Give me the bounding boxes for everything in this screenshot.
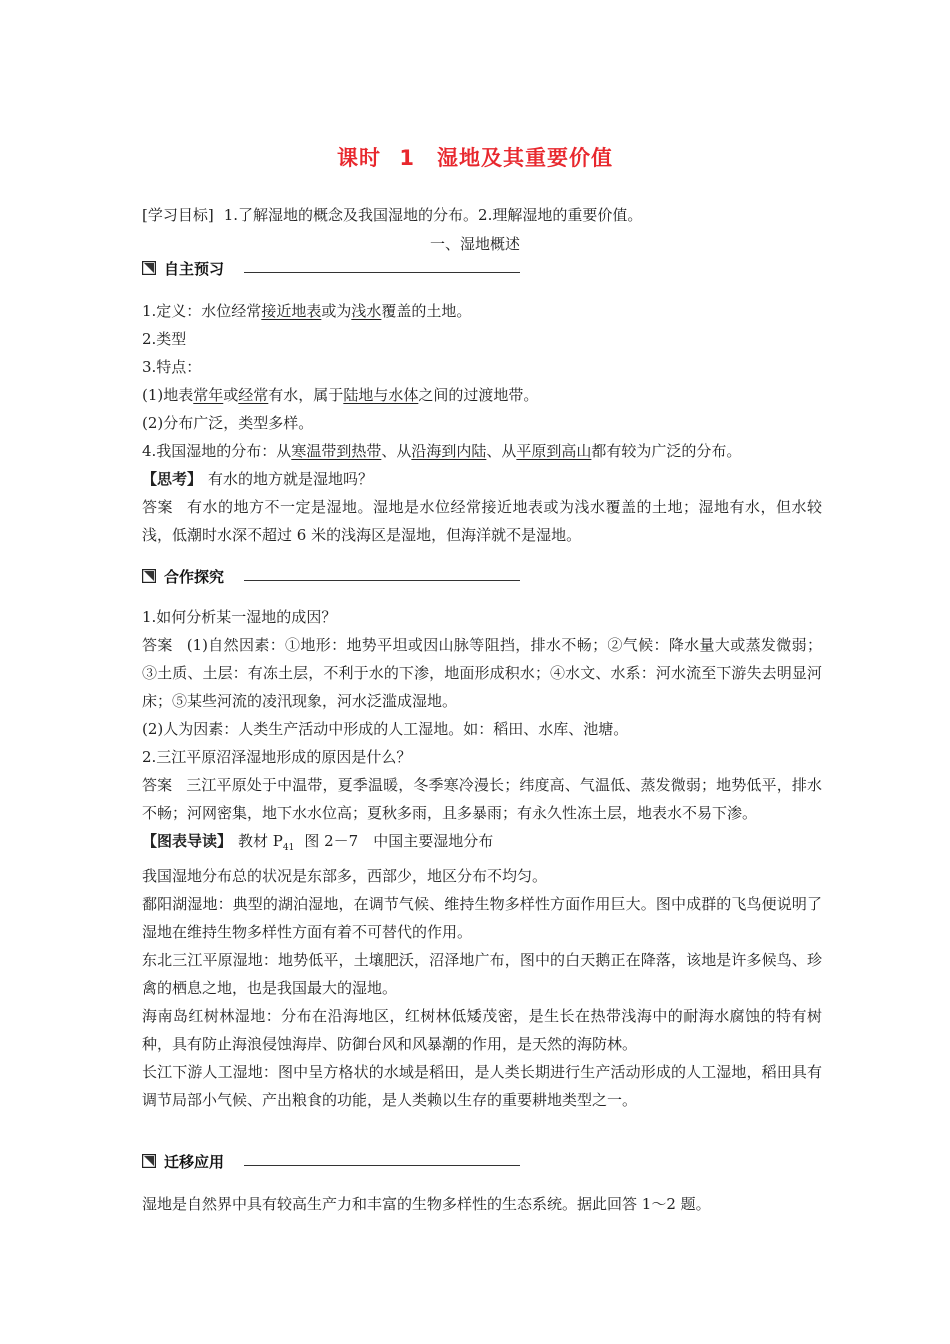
- objectives-text: 1.了解湿地的概念及我国湿地的分布。2.理解湿地的重要价值。: [223, 206, 643, 224]
- blank-answer: 陆地与水体: [343, 386, 419, 404]
- feature-2-line: (2)分布广泛，类型多样。: [142, 414, 314, 432]
- blank-answer: 接近地表: [261, 302, 322, 320]
- square-slash-icon: [142, 569, 156, 583]
- chart-reading-line: 【图表导读】 教材 $P_{41}$ 图 2－7 中国主要湿地分布: [142, 832, 494, 853]
- section-header-preview: [142, 257, 224, 279]
- answer-1-part-1: 答案 (1)自然因素：①地形：地势平坦或因山脉等阻挡，排水不畅；②气候：降水量大或蒸发微弱；③土质、土层：有冻土层，不利于水的下渗，地面形成积水；④水文、水系：河水流至下游失去明显河床；⑤某些河流的凌汛现象，河水泛滥成湿地。: [142, 636, 822, 710]
- explore-content: [142, 603, 822, 1114]
- chart-paragraph-5: 长江下游人工湿地：图中呈方格状的水域是稻田，是人类长期进行生产活动形成的人工湿地，稻田具有调节局部小气候、产出粮食的功能，是人类赖以生存的重要耕地类型之一。: [142, 1063, 822, 1109]
- section-title-apply: 迁移应用: [164, 1152, 225, 1171]
- square-slash-icon: [142, 261, 156, 275]
- question-1: 1.如何分析某一湿地的成因？: [142, 608, 337, 626]
- chart-reading-label: 【图表导读】: [142, 832, 233, 850]
- definition-line: 1.定义：水位经常接近地表或为浅水覆盖的土地。: [142, 302, 472, 320]
- section-title-preview: 自主预习: [164, 259, 225, 278]
- section-title-explore: 合作探究: [164, 567, 225, 586]
- think-question: 【思考】 有水的地方就是湿地吗？: [142, 470, 374, 488]
- chart-paragraph-4: 海南岛红树林湿地：分布在沿海地区，红树林低矮茂密，是生长在热带浅海中的耐海水腐蚀的特有树种，具有防止海浪侵蚀海岸、防御台风和风暴潮的作用，是天然的海防林。: [142, 1007, 822, 1053]
- preview-content: [142, 297, 822, 549]
- types-line: 2.类型: [142, 330, 187, 348]
- think-label: 【思考】: [142, 470, 203, 488]
- blank-answer: 浅水: [351, 302, 382, 320]
- blank-answer: 经常: [238, 386, 269, 404]
- section-divider: [244, 580, 520, 581]
- section-divider: [244, 1165, 520, 1166]
- section-header-apply: [142, 1150, 224, 1172]
- apply-content: [142, 1190, 822, 1218]
- question-2: 2.三江平原沼泽湿地形成的原因是什么？: [142, 748, 412, 766]
- think-answer: 答案 有水的地方不一定是湿地。湿地是水位经常接近地表或为浅水覆盖的土地；湿地有水，但水较浅，低潮时水深不超过 6 米的浅海区是湿地，但海洋就不是湿地。: [142, 498, 822, 544]
- answer-label: 答案: [142, 498, 173, 516]
- section-header-explore: [142, 565, 224, 587]
- chart-paragraph-3: 东北三江平原湿地：地势低平，土壤肥沃，沼泽地广布，图中的白天鹅正在降落，该地是许多候鸟、珍禽的栖息之地，也是我国最大的湿地。: [142, 951, 822, 997]
- answer-label: 答案: [142, 636, 173, 654]
- distribution-line: 4.我国湿地的分布：从寒温带到热带、从沿海到内陆、从平原到高山都有较为广泛的分布。: [142, 442, 742, 460]
- blank-answer: 常年: [193, 386, 224, 404]
- apply-paragraph: 湿地是自然界中具有较高生产力和丰富的生物多样性的生态系统。据此回答 1～2 题。: [142, 1195, 711, 1213]
- section-divider: [244, 272, 520, 273]
- blank-answer: 沿海到内陆: [411, 442, 487, 460]
- blank-answer: 寒温带到热带: [291, 442, 382, 460]
- answer-label: 答案: [142, 776, 173, 794]
- answer-2: 答案 三江平原处于中温带，夏季温暖，冬季寒冷漫长；纬度高、气温低、蒸发微弱；地势低平，排水不畅；河网密集，地下水水位高；夏秋多雨，且多暴雨；有永久性冻土层，地表水不易下渗。: [142, 776, 822, 822]
- answer-1-part-2: (2)人为因素：人类生产活动中形成的人工湿地。如：稻田、水库、池塘。: [142, 720, 629, 738]
- chart-paragraph-1: 我国湿地分布总的状况是东部多，西部少，地区分布不均匀。: [142, 867, 548, 885]
- square-slash-icon: [142, 1154, 156, 1168]
- lesson-title: 课时 1 湿地及其重要价值: [337, 146, 613, 170]
- section-subtitle: 一、湿地概述: [429, 235, 520, 253]
- feature-1-line: (1)地表常年或经常有水，属于陆地与水体之间的过渡地带。: [142, 386, 539, 404]
- features-line: 3.特点：: [142, 358, 202, 376]
- learning-objectives: [142, 204, 642, 225]
- blank-answer: 平原到高山: [516, 442, 592, 460]
- objectives-label: [学习目标]: [142, 206, 214, 224]
- chart-paragraph-2: 鄱阳湖湿地：典型的湖泊湿地，在调节气候、维持生物多样性方面作用巨大。图中成群的飞鸟便说明了湿地在维持生物多样性方面有着不可替代的作用。: [142, 895, 822, 941]
